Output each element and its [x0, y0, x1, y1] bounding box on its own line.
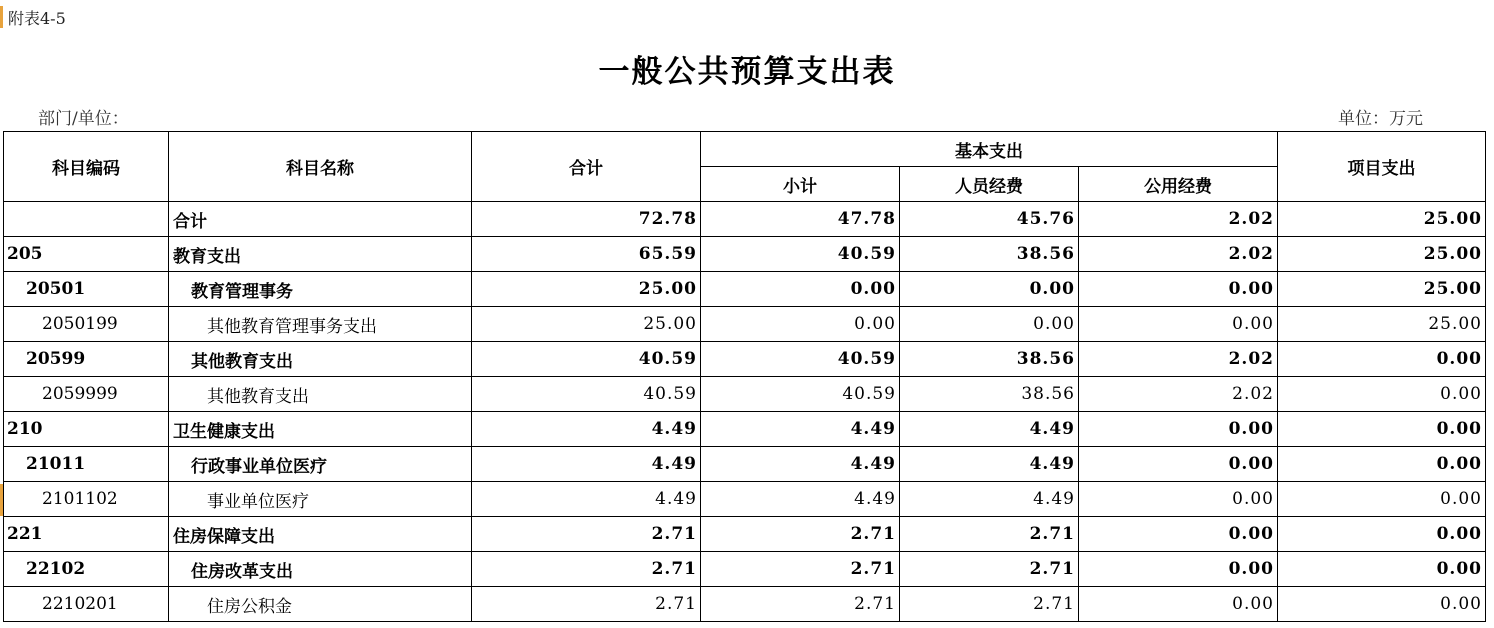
cell-personnel[interactable]: 38.56 — [900, 237, 1079, 272]
table-row[interactable] — [4, 552, 1486, 587]
cell-code[interactable]: 205 — [4, 237, 169, 272]
cell-project[interactable]: 25.00 — [1278, 202, 1486, 237]
table-row[interactable] — [4, 482, 1486, 517]
cell-total[interactable]: 4.49 — [472, 482, 701, 517]
table-row[interactable] — [4, 412, 1486, 447]
cell-name[interactable]: 卫生健康支出 — [169, 412, 472, 447]
table-row[interactable] — [4, 517, 1486, 552]
header-name[interactable]: 科目名称 — [169, 132, 472, 202]
cell-code[interactable]: 221 — [4, 517, 169, 552]
cell-selection-marker — [0, 6, 3, 28]
cell-subtotal[interactable]: 2.71 — [701, 517, 900, 552]
cell-code[interactable]: 22102 — [4, 552, 169, 587]
cell-total[interactable]: 2.71 — [472, 517, 701, 552]
cell-total[interactable]: 4.49 — [472, 412, 701, 447]
cell-project[interactable]: 0.00 — [1278, 587, 1486, 622]
table-row[interactable] — [4, 307, 1486, 342]
cell-personnel[interactable]: 2.71 — [900, 552, 1079, 587]
cell-project[interactable]: 25.00 — [1278, 272, 1486, 307]
cell-code[interactable]: 20599 — [4, 342, 169, 377]
cell-public[interactable]: 0.00 — [1079, 517, 1278, 552]
table-row[interactable] — [4, 587, 1486, 622]
cell-code[interactable]: 21011 — [4, 447, 169, 482]
cell-project[interactable]: 25.00 — [1278, 307, 1486, 342]
cell-public[interactable]: 2.02 — [1079, 237, 1278, 272]
cell-code[interactable]: 210 — [4, 412, 169, 447]
unit-label: 单位：万元 — [1338, 109, 1423, 129]
department-label: 部门/单位： — [38, 109, 129, 129]
header-basic[interactable]: 基本支出 — [701, 132, 1278, 167]
cell-total[interactable]: 25.00 — [472, 272, 701, 307]
cell-subtotal[interactable]: 4.49 — [701, 412, 900, 447]
cell-public[interactable]: 0.00 — [1079, 307, 1278, 342]
header-total[interactable]: 合计 — [472, 132, 701, 202]
cell-name[interactable]: 其他教育管理事务支出 — [169, 307, 472, 342]
header-project[interactable]: 项目支出 — [1278, 132, 1486, 202]
table-row[interactable] — [4, 377, 1486, 412]
cell-total[interactable]: 65.59 — [472, 237, 701, 272]
expenditure-table — [3, 131, 1486, 622]
cell-personnel[interactable]: 4.49 — [900, 482, 1079, 517]
cell-personnel[interactable]: 4.49 — [900, 447, 1079, 482]
page-title: 一般公共预算支出表 — [598, 54, 896, 90]
cell-code[interactable]: 2101102 — [4, 482, 169, 517]
cell-public[interactable]: 2.02 — [1079, 342, 1278, 377]
cell-total[interactable]: 4.49 — [472, 447, 701, 482]
cell-project[interactable]: 0.00 — [1278, 342, 1486, 377]
cell-public[interactable]: 0.00 — [1079, 272, 1278, 307]
cell-name[interactable]: 教育管理事务 — [169, 272, 472, 307]
cell-total[interactable]: 25.00 — [472, 307, 701, 342]
cell-subtotal[interactable]: 0.00 — [701, 307, 900, 342]
cell-subtotal[interactable]: 2.71 — [701, 552, 900, 587]
cell-public[interactable]: 0.00 — [1079, 447, 1278, 482]
cell-personnel[interactable]: 2.71 — [900, 517, 1079, 552]
cell-personnel[interactable]: 38.56 — [900, 342, 1079, 377]
cell-name[interactable]: 住房公积金 — [169, 587, 472, 622]
table-row[interactable] — [4, 202, 1486, 237]
cell-subtotal[interactable]: 2.71 — [701, 587, 900, 622]
cell-project[interactable]: 0.00 — [1278, 552, 1486, 587]
cell-name[interactable]: 行政事业单位医疗 — [169, 447, 472, 482]
cell-public[interactable]: 0.00 — [1079, 412, 1278, 447]
table-row[interactable] — [4, 272, 1486, 307]
cell-personnel[interactable]: 0.00 — [900, 307, 1079, 342]
cell-subtotal[interactable]: 4.49 — [701, 447, 900, 482]
cell-name[interactable]: 合计 — [169, 202, 472, 237]
cell-code[interactable]: 2059999 — [4, 377, 169, 412]
cell-public[interactable]: 0.00 — [1079, 552, 1278, 587]
table-row[interactable] — [4, 342, 1486, 377]
cell-public[interactable]: 2.02 — [1079, 202, 1278, 237]
cell-total[interactable]: 40.59 — [472, 342, 701, 377]
cell-subtotal[interactable]: 40.59 — [701, 342, 900, 377]
cell-code[interactable]: 2050199 — [4, 307, 169, 342]
cell-name[interactable]: 其他教育支出 — [169, 377, 472, 412]
cell-total[interactable]: 40.59 — [472, 377, 701, 412]
cell-project[interactable]: 25.00 — [1278, 237, 1486, 272]
cell-project[interactable]: 0.00 — [1278, 377, 1486, 412]
cell-project[interactable]: 0.00 — [1278, 517, 1486, 552]
attachment-label: 附表4-5 — [8, 9, 66, 28]
header-subtotal[interactable]: 小计 — [701, 167, 900, 202]
table-row[interactable] — [4, 447, 1486, 482]
cell-personnel[interactable]: 4.49 — [900, 412, 1079, 447]
cell-total[interactable]: 2.71 — [472, 587, 701, 622]
cell-name[interactable]: 其他教育支出 — [169, 342, 472, 377]
cell-public[interactable]: 2.02 — [1079, 377, 1278, 412]
cell-code[interactable]: 20501 — [4, 272, 169, 307]
cell-total[interactable]: 72.78 — [472, 202, 701, 237]
table-body — [4, 202, 1486, 622]
cell-subtotal[interactable]: 47.78 — [701, 202, 900, 237]
cell-personnel[interactable]: 0.00 — [900, 272, 1079, 307]
table-row[interactable] — [4, 237, 1486, 272]
cell-subtotal[interactable]: 4.49 — [701, 482, 900, 517]
cell-personnel[interactable]: 2.71 — [900, 587, 1079, 622]
cell-code[interactable] — [4, 202, 169, 237]
cell-public[interactable]: 0.00 — [1079, 482, 1278, 517]
cell-personnel[interactable]: 38.56 — [900, 377, 1079, 412]
header-code[interactable]: 科目编码 — [4, 132, 169, 202]
cell-code[interactable]: 2210201 — [4, 587, 169, 622]
cell-name[interactable]: 住房保障支出 — [169, 517, 472, 552]
cell-subtotal[interactable]: 0.00 — [701, 272, 900, 307]
header-public[interactable]: 公用经费 — [1079, 167, 1278, 202]
cell-project[interactable]: 0.00 — [1278, 447, 1486, 482]
cell-subtotal[interactable]: 40.59 — [701, 377, 900, 412]
cell-public[interactable]: 0.00 — [1079, 587, 1278, 622]
cell-project[interactable]: 0.00 — [1278, 482, 1486, 517]
cell-name[interactable]: 教育支出 — [169, 237, 472, 272]
cell-name[interactable]: 事业单位医疗 — [169, 482, 472, 517]
header-personnel[interactable]: 人员经费 — [900, 167, 1079, 202]
cell-subtotal[interactable]: 40.59 — [701, 237, 900, 272]
cell-total[interactable]: 2.71 — [472, 552, 701, 587]
cell-name[interactable]: 住房改革支出 — [169, 552, 472, 587]
cell-project[interactable]: 0.00 — [1278, 412, 1486, 447]
cell-personnel[interactable]: 45.76 — [900, 202, 1079, 237]
